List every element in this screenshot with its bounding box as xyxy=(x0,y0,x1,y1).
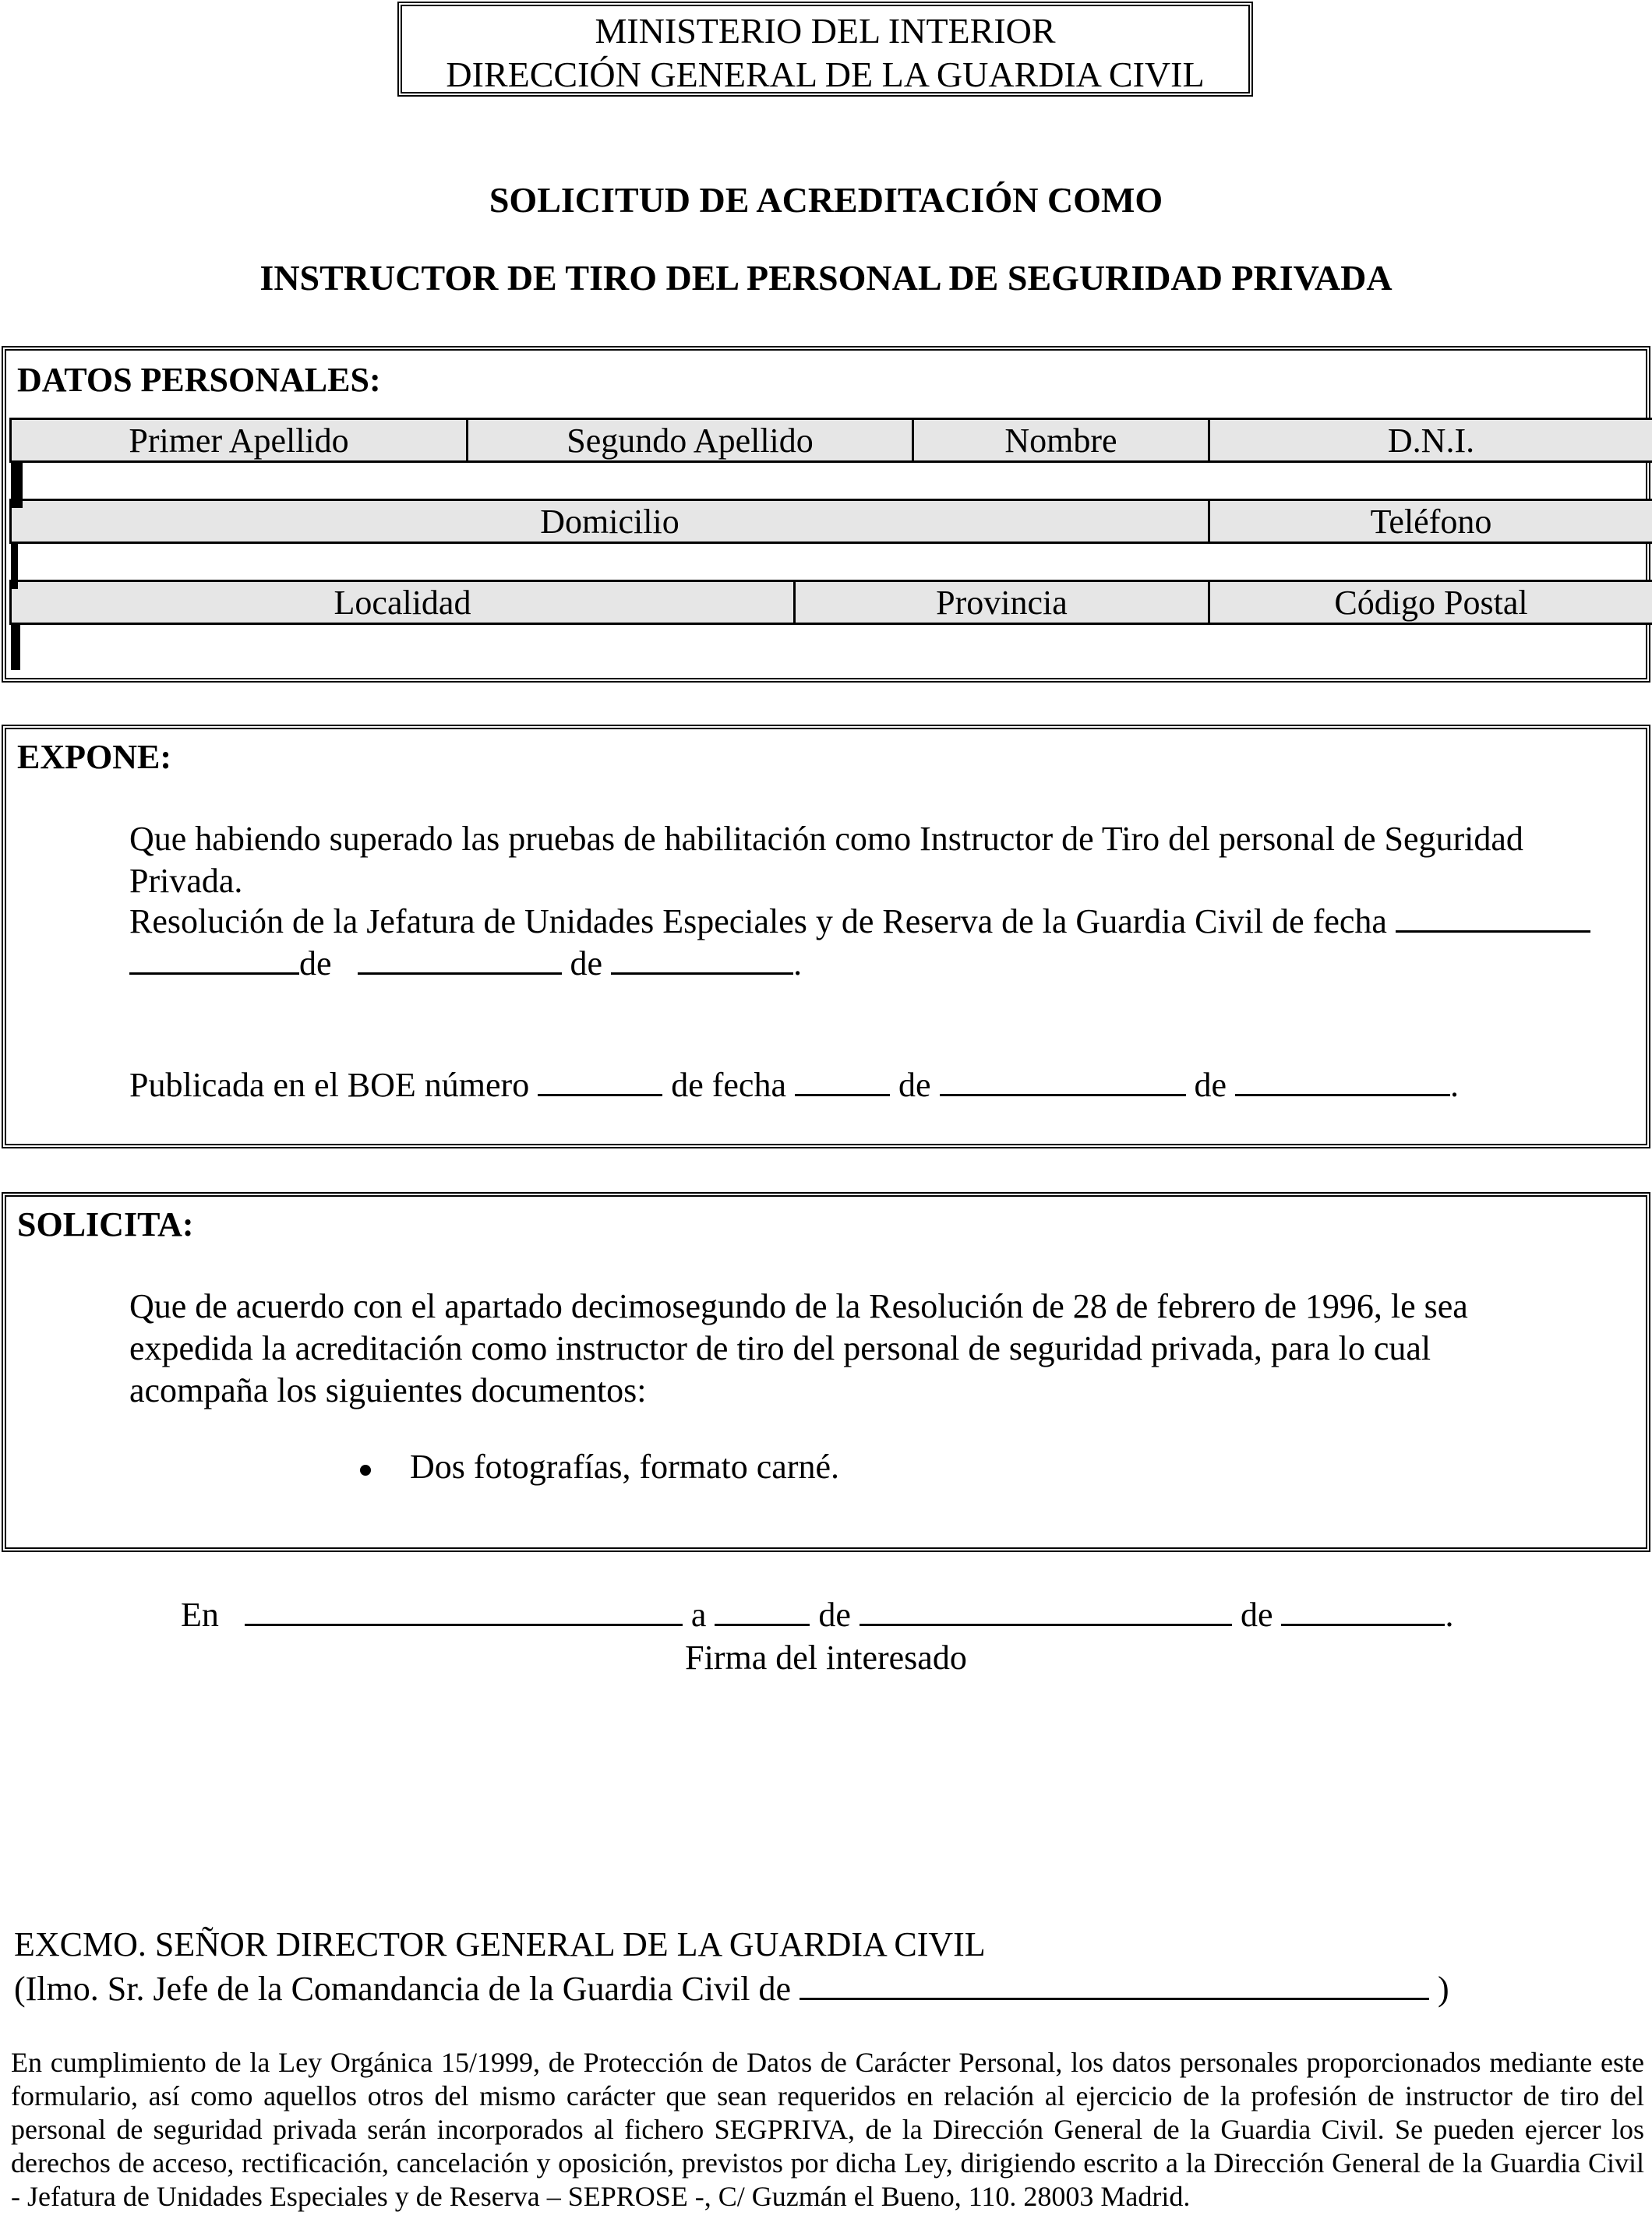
header-localidad: Localidad xyxy=(11,581,795,624)
blank-boe-anio[interactable] xyxy=(1235,1064,1450,1096)
header-nombre: Nombre xyxy=(913,419,1209,462)
expone-label: EXPONE: xyxy=(17,738,171,776)
solicita-section xyxy=(2,1192,1650,1552)
solicita-label: SOLICITA: xyxy=(17,1205,194,1244)
addressee-line1: EXCMO. SEÑOR DIRECTOR GENERAL DE LA GUARDIA CIVIL xyxy=(14,1925,986,1963)
blank-resolucion-dia2[interactable] xyxy=(129,943,299,975)
addressee-line2 xyxy=(14,1968,1635,2009)
ministry-line2: DIRECCIÓN GENERAL DE LA GUARDIA CIVIL xyxy=(446,55,1205,94)
signature-a: a xyxy=(690,1596,707,1634)
expone-paragraph-3 xyxy=(129,1064,1641,1106)
header-provincia: Provincia xyxy=(795,581,1209,624)
header-codigo-postal: Código Postal xyxy=(1209,581,1652,624)
ministry-header xyxy=(397,2,1253,97)
header-segundo-apellido: Segundo Apellido xyxy=(468,419,913,462)
expone-p2-de: de xyxy=(299,944,332,982)
signature-en: En xyxy=(181,1596,219,1634)
blank-resolucion-anio[interactable] xyxy=(611,943,793,975)
expone-p2-text: Resolución de la Jefatura de Unidades Especiales y de Reserva de la Guardia Civil de fecha xyxy=(129,902,1387,940)
signature-place-date xyxy=(181,1594,1583,1636)
data-protection-note: En cumplimiento de la Ley Orgánica 15/1999, de Protección de Datos de Carácter Personal, los datos personales proporcionados mediante este formulario, así como aquellos otros del mismo carácter que sean requeridos en relación al ejercicio de la profesión de instructor de tiro del personal de seguridad privada serán incorporados al fichero SEGPRIVA, de la Dirección General de la Guardia Civil. Se pueden ejercer los derechos de acceso, rectificación, cancelación y oposición, previstos por dicha Ley, dirigiendo escrito a la Dirección General de la Guardia Civil - Jefatura de Unidades Especiales y de Reserva – SEPROSE -, C/ Guzmán el Bueno, 110. 28003 Madrid. xyxy=(11,2047,1644,2212)
addressee-end: ) xyxy=(1438,1970,1449,2008)
header-telefono: Teléfono xyxy=(1209,500,1652,543)
solicita-bullet-item xyxy=(360,1446,1529,1488)
form-title-line2: INSTRUCTOR DE TIRO DEL PERSONAL DE SEGURIDAD PRIVADA xyxy=(259,258,1393,298)
field-dni[interactable] xyxy=(19,464,21,507)
blank-comandancia[interactable] xyxy=(800,1968,1429,2000)
expone-p2-de2: de xyxy=(570,944,603,982)
blank-resolucion-mes[interactable] xyxy=(358,943,562,975)
header-dni: D.N.I. xyxy=(1209,419,1652,462)
expone-section xyxy=(2,725,1650,1148)
bullet-icon xyxy=(360,1465,371,1476)
blank-anio[interactable] xyxy=(1281,1594,1445,1626)
form-title-line1: SOLICITUD DE ACREDITACIÓN COMO xyxy=(489,180,1163,220)
expone-p3-de2: de xyxy=(1194,1066,1227,1104)
addressee-text: (Ilmo. Sr. Jefe de la Comandancia de la Guardia Civil de xyxy=(14,1970,792,2008)
solicita-bullet-text: Dos fotografías, formato carné. xyxy=(410,1448,840,1486)
signature-end: . xyxy=(1445,1596,1454,1634)
firma-label: Firma del interesado xyxy=(685,1639,967,1677)
expone-paragraph-2 xyxy=(129,901,1641,985)
blank-lugar[interactable] xyxy=(245,1594,683,1626)
datos-personales-section xyxy=(2,346,1650,683)
expone-paragraph-1: Que habiendo superado las pruebas de habilitación como Instructor de Tiro del personal de Seguridad Privada. xyxy=(129,820,1523,900)
ministry-line1: MINISTERIO DEL INTERIOR xyxy=(595,11,1056,51)
blank-boe-dia[interactable] xyxy=(795,1064,890,1096)
blank-dia[interactable] xyxy=(715,1594,810,1626)
header-primer-apellido: Primer Apellido xyxy=(11,419,468,462)
field-telefono[interactable] xyxy=(14,545,16,588)
solicita-paragraph: Que de acuerdo con el apartado decimosegundo de la Resolución de 28 de febrero de 1996, le sea expedida la acreditación como instructor de tiro del personal de seguridad privada, para lo cual acompaña los siguientes documentos: xyxy=(129,1287,1468,1409)
expone-p2-end: . xyxy=(793,944,803,982)
datos-personales-label: DATOS PERSONALES: xyxy=(17,361,381,399)
blank-resolucion-dia[interactable] xyxy=(1396,901,1590,933)
blank-mes[interactable] xyxy=(860,1594,1232,1626)
header-domicilio: Domicilio xyxy=(11,500,1209,543)
field-codigo-postal[interactable] xyxy=(16,626,19,669)
signature-de: de xyxy=(818,1596,851,1634)
datos-personales-table xyxy=(9,418,1652,661)
expone-p3-text: Publicada en el BOE número xyxy=(129,1066,530,1104)
blank-boe-numero[interactable] xyxy=(538,1064,662,1096)
signature-de2: de xyxy=(1240,1596,1273,1634)
expone-p3-de-fecha: de fecha xyxy=(671,1066,786,1104)
expone-p3-de: de xyxy=(898,1066,931,1104)
blank-boe-mes[interactable] xyxy=(940,1064,1186,1096)
expone-p3-end: . xyxy=(1450,1066,1460,1104)
